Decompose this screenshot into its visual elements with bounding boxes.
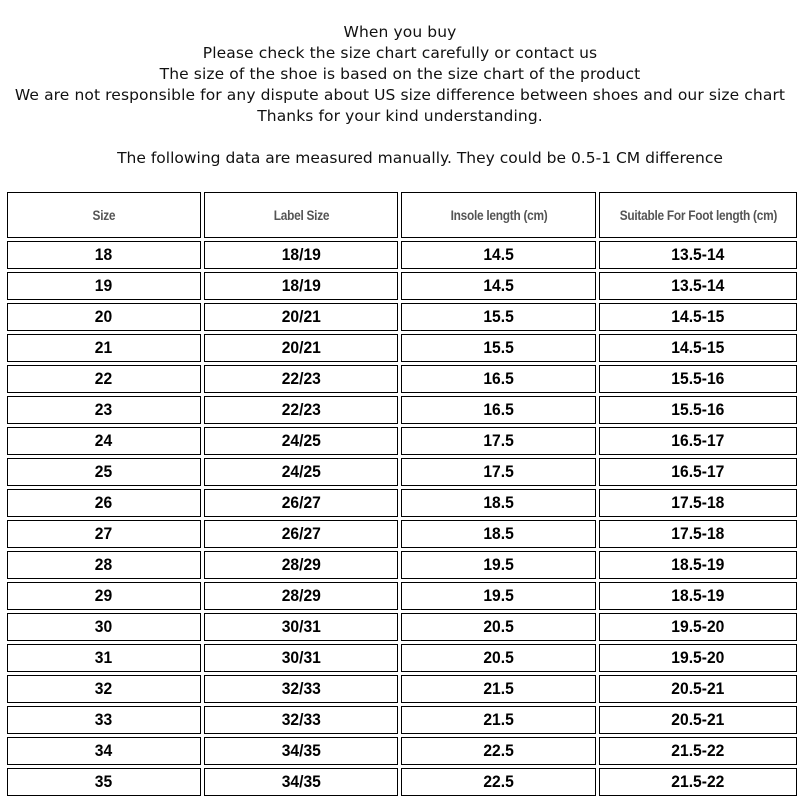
cell-label-size xyxy=(204,613,398,641)
cell-size xyxy=(7,241,201,269)
cell-value: 22.5 xyxy=(483,741,514,760)
cell-insole-length xyxy=(401,334,596,362)
cell-label-size xyxy=(204,396,398,424)
table-row xyxy=(7,365,797,393)
cell-value: 13.5-14 xyxy=(671,245,725,264)
cell-value: 18.5-19 xyxy=(671,586,725,605)
cell-value: 28/29 xyxy=(281,586,321,605)
cell-value: 17.5 xyxy=(483,431,514,450)
cell-value: 35 xyxy=(95,772,113,791)
table-row xyxy=(7,427,797,455)
cell-label-size xyxy=(204,768,398,796)
cell-insole-length xyxy=(401,365,596,393)
table-header-row xyxy=(7,192,797,238)
table-row xyxy=(7,582,797,610)
cell-value: 17.5 xyxy=(483,462,514,481)
cell-value: 15.5 xyxy=(483,338,514,357)
cell-foot-length xyxy=(599,272,797,300)
cell-foot-length xyxy=(599,365,797,393)
cell-value: 18/19 xyxy=(281,245,321,264)
cell-label-size xyxy=(204,427,398,455)
notice-line: We are not responsible for any dispute about US size difference between shoes and our size chart xyxy=(14,86,786,104)
table-row xyxy=(7,551,797,579)
cell-value: 26 xyxy=(95,493,113,512)
cell-size xyxy=(7,768,201,796)
cell-label-size xyxy=(204,272,398,300)
cell-insole-length xyxy=(401,706,596,734)
cell-insole-length xyxy=(401,613,596,641)
cell-value: 20/21 xyxy=(281,338,321,357)
cell-value: 19.5-20 xyxy=(671,648,725,667)
cell-size xyxy=(7,737,201,765)
cell-value: 17.5-18 xyxy=(671,493,725,512)
cell-insole-length xyxy=(401,582,596,610)
cell-value: 22 xyxy=(95,369,113,388)
cell-foot-length xyxy=(599,768,797,796)
cell-foot-length xyxy=(599,334,797,362)
cell-value: 34 xyxy=(95,741,113,760)
cell-value: 26/27 xyxy=(281,524,321,543)
cell-value: 19.5-20 xyxy=(671,617,725,636)
cell-value: 18.5-19 xyxy=(671,555,725,574)
cell-label-size xyxy=(204,675,398,703)
cell-value: 13.5-14 xyxy=(671,276,725,295)
header-label: Label Size xyxy=(273,207,329,223)
cell-value: 20.5-21 xyxy=(671,710,725,729)
cell-value: 23 xyxy=(95,400,113,419)
cell-value: 21.5 xyxy=(483,710,514,729)
cell-label-size xyxy=(204,582,398,610)
cell-value: 24/25 xyxy=(281,431,321,450)
cell-insole-length xyxy=(401,427,596,455)
measurement-note: The following data are measured manually. They could be 0.5-1 CM difference xyxy=(117,149,723,167)
table-row xyxy=(7,520,797,548)
cell-size xyxy=(7,396,201,424)
cell-value: 22/23 xyxy=(281,369,321,388)
table-row xyxy=(7,489,797,517)
table-row xyxy=(7,613,797,641)
cell-label-size xyxy=(204,458,398,486)
table-row xyxy=(7,458,797,486)
cell-value: 34/35 xyxy=(281,772,321,791)
cell-value: 15.5 xyxy=(483,307,514,326)
cell-size xyxy=(7,644,201,672)
table-row xyxy=(7,737,797,765)
cell-value: 28 xyxy=(95,555,113,574)
cell-value: 14.5-15 xyxy=(671,307,725,326)
table-row xyxy=(7,303,797,331)
table-row xyxy=(7,675,797,703)
cell-insole-length xyxy=(401,241,596,269)
cell-value: 16.5 xyxy=(483,400,514,419)
cell-label-size xyxy=(204,551,398,579)
cell-value: 24/25 xyxy=(281,462,321,481)
header-foot-length xyxy=(599,192,797,238)
cell-value: 18 xyxy=(95,245,113,264)
cell-label-size xyxy=(204,241,398,269)
cell-value: 20.5 xyxy=(483,648,514,667)
cell-value: 19.5 xyxy=(483,586,514,605)
table-row xyxy=(7,768,797,796)
cell-size xyxy=(7,334,201,362)
cell-value: 21.5 xyxy=(483,679,514,698)
notice-line: Please check the size chart carefully or contact us xyxy=(202,44,598,62)
cell-value: 29 xyxy=(95,586,113,605)
cell-value: 18.5 xyxy=(483,524,514,543)
cell-size xyxy=(7,582,201,610)
cell-insole-length xyxy=(401,644,596,672)
purchase-notice xyxy=(0,22,800,127)
cell-value: 21.5-22 xyxy=(671,772,725,791)
cell-size xyxy=(7,489,201,517)
cell-value: 20.5 xyxy=(483,617,514,636)
cell-foot-length xyxy=(599,427,797,455)
cell-value: 17.5-18 xyxy=(671,524,725,543)
cell-value: 15.5-16 xyxy=(671,369,725,388)
cell-value: 14.5 xyxy=(483,245,514,264)
cell-label-size xyxy=(204,706,398,734)
cell-label-size xyxy=(204,520,398,548)
cell-label-size xyxy=(204,489,398,517)
cell-insole-length xyxy=(401,458,596,486)
cell-value: 19.5 xyxy=(483,555,514,574)
header-insole-length xyxy=(401,192,596,238)
cell-value: 30/31 xyxy=(281,617,321,636)
cell-value: 27 xyxy=(95,524,113,543)
cell-value: 26/27 xyxy=(281,493,321,512)
header-label: Suitable For Foot length (cm) xyxy=(619,207,777,223)
cell-value: 21 xyxy=(95,338,113,357)
cell-size xyxy=(7,520,201,548)
cell-foot-length xyxy=(599,489,797,517)
cell-size xyxy=(7,365,201,393)
cell-value: 22.5 xyxy=(483,772,514,791)
table-row xyxy=(7,241,797,269)
cell-value: 32 xyxy=(95,679,113,698)
cell-label-size xyxy=(204,737,398,765)
cell-foot-length xyxy=(599,613,797,641)
cell-value: 22/23 xyxy=(281,400,321,419)
cell-foot-length xyxy=(599,396,797,424)
cell-value: 19 xyxy=(95,276,113,295)
cell-size xyxy=(7,613,201,641)
table-row xyxy=(7,272,797,300)
cell-label-size xyxy=(204,365,398,393)
cell-size xyxy=(7,458,201,486)
cell-foot-length xyxy=(599,241,797,269)
notice-line: When you buy xyxy=(343,23,457,41)
cell-foot-length xyxy=(599,706,797,734)
table-row xyxy=(7,334,797,362)
cell-value: 20 xyxy=(95,307,113,326)
table-row xyxy=(7,396,797,424)
cell-value: 25 xyxy=(95,462,113,481)
notice-line: Thanks for your kind understanding. xyxy=(257,107,543,125)
cell-foot-length xyxy=(599,675,797,703)
cell-foot-length xyxy=(599,520,797,548)
cell-value: 20.5-21 xyxy=(671,679,725,698)
header-label: Insole length (cm) xyxy=(450,207,548,223)
cell-insole-length xyxy=(401,303,596,331)
cell-insole-length xyxy=(401,675,596,703)
cell-size xyxy=(7,427,201,455)
cell-foot-length xyxy=(599,458,797,486)
cell-foot-length xyxy=(599,737,797,765)
notice-line: The size of the shoe is based on the size chart of the product xyxy=(159,65,641,83)
cell-insole-length xyxy=(401,768,596,796)
cell-value: 16.5 xyxy=(483,369,514,388)
cell-foot-length xyxy=(599,644,797,672)
table-row xyxy=(7,644,797,672)
cell-value: 16.5-17 xyxy=(671,431,725,450)
header-size xyxy=(7,192,201,238)
size-chart-table xyxy=(4,189,800,799)
cell-insole-length xyxy=(401,551,596,579)
cell-value: 14.5 xyxy=(483,276,514,295)
cell-insole-length xyxy=(401,489,596,517)
cell-value: 18/19 xyxy=(281,276,321,295)
cell-value: 33 xyxy=(95,710,113,729)
cell-value: 15.5-16 xyxy=(671,400,725,419)
cell-value: 31 xyxy=(95,648,113,667)
cell-value: 34/35 xyxy=(281,741,321,760)
cell-value: 16.5-17 xyxy=(671,462,725,481)
cell-size xyxy=(7,706,201,734)
cell-size xyxy=(7,303,201,331)
cell-insole-length xyxy=(401,272,596,300)
cell-label-size xyxy=(204,303,398,331)
table-row xyxy=(7,706,797,734)
cell-insole-length xyxy=(401,396,596,424)
header-label-size xyxy=(204,192,398,238)
cell-label-size xyxy=(204,644,398,672)
cell-value: 28/29 xyxy=(281,555,321,574)
cell-value: 21.5-22 xyxy=(671,741,725,760)
cell-value: 30 xyxy=(95,617,113,636)
cell-insole-length xyxy=(401,520,596,548)
cell-foot-length xyxy=(599,551,797,579)
cell-value: 20/21 xyxy=(281,307,321,326)
header-label: Size xyxy=(92,207,116,223)
cell-value: 14.5-15 xyxy=(671,338,725,357)
cell-foot-length xyxy=(599,303,797,331)
cell-value: 32/33 xyxy=(281,710,321,729)
cell-size xyxy=(7,272,201,300)
cell-value: 24 xyxy=(95,431,113,450)
cell-foot-length xyxy=(599,582,797,610)
cell-value: 30/31 xyxy=(281,648,321,667)
cell-value: 18.5 xyxy=(483,493,514,512)
cell-insole-length xyxy=(401,737,596,765)
cell-size xyxy=(7,551,201,579)
cell-label-size xyxy=(204,334,398,362)
cell-size xyxy=(7,675,201,703)
cell-value: 32/33 xyxy=(281,679,321,698)
